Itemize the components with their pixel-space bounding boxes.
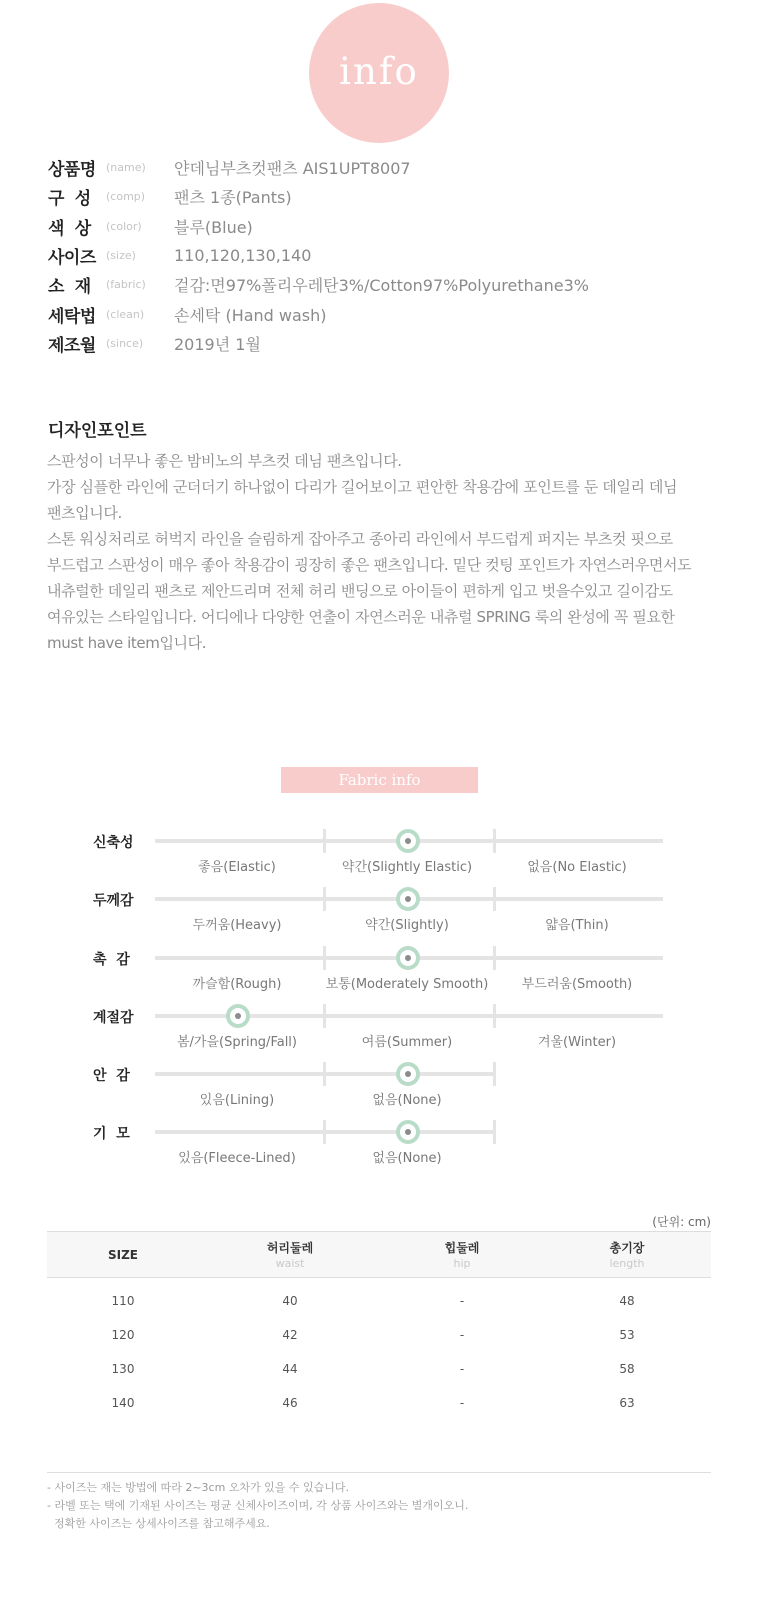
fabric-track-divider [323, 829, 326, 853]
fabric-option-label: 겨울(Winter) [537, 1035, 617, 1050]
fabric-selected-marker [396, 887, 420, 911]
header-en: length [609, 1257, 645, 1270]
table-cell: 140 [111, 1395, 135, 1410]
fabric-row-label: 촉 감 [93, 952, 130, 968]
spec-label: 제조월 [48, 335, 96, 356]
spec-value: 2019년 1월 [174, 334, 261, 354]
spec-sub-label: (color) [106, 219, 142, 233]
fabric-selected-marker [396, 1062, 420, 1086]
spec-row [48, 153, 589, 182]
fabric-option-label: 좋음(Elastic) [198, 860, 276, 875]
table-cell: 46 [282, 1395, 298, 1410]
spec-label: 소 재 [48, 277, 91, 298]
size-table-header [47, 1232, 711, 1278]
header-en: waist [275, 1257, 305, 1270]
table-cell: 42 [282, 1327, 298, 1342]
table-cell: - [459, 1327, 465, 1342]
note-line: - 라벨 또는 택에 기재된 사이즈는 평균 신체사이즈이며, 각 상품 사이즈와는 별개이오니. [47, 1499, 469, 1512]
fabric-option-label: 있음(Lining) [199, 1093, 275, 1108]
fabric-option-label: 봄/가을(Spring/Fall) [176, 1035, 297, 1050]
spec-label: 상품명 [48, 160, 96, 181]
fabric-option-label: 있음(Fleece-Lined) [178, 1151, 296, 1166]
spec-sub-label: (since) [106, 336, 144, 350]
fabric-track-divider [493, 829, 496, 853]
spec-row [48, 212, 589, 241]
fabric-row [0, 835, 780, 891]
fabric-option-label: 약간(Slightly) [365, 918, 449, 933]
fabric-info-title: Fabric info [281, 767, 478, 793]
fabric-option-label: 여름(Summer) [361, 1035, 453, 1050]
spec-row [48, 182, 589, 211]
spec-value: 팬츠 1종(Pants) [174, 188, 292, 208]
spec-sub-label: (size) [106, 249, 136, 263]
fabric-row [0, 1068, 780, 1124]
spec-label: 구 성 [48, 189, 91, 210]
table-cell: 53 [619, 1327, 635, 1342]
table-cell: 58 [619, 1361, 635, 1376]
spec-sub-label: (clean) [106, 307, 145, 321]
fabric-option-label: 약간(Slightly Elastic) [341, 860, 473, 875]
product-spec-list [48, 153, 589, 358]
fabric-track-divider [493, 1062, 496, 1086]
fabric-track-divider [323, 1004, 326, 1028]
table-cell: 130 [111, 1361, 135, 1376]
table-row [47, 1278, 711, 1318]
fabric-row [0, 952, 780, 1008]
design-point-line: 내츄럴한 데일리 팬츠로 제안드리며 전체 허리 밴딩으로 아이들이 편하게 입고 벗을수있고 길이감도 [47, 582, 673, 600]
fabric-track-divider [493, 946, 496, 970]
design-point-line: 스판성이 너무나 좋은 밤비노의 부츠컷 데님 팬츠입니다. [47, 452, 402, 470]
table-cell: 40 [282, 1293, 298, 1308]
fabric-track-divider [493, 887, 496, 911]
spec-sub-label: (fabric) [106, 278, 146, 292]
fabric-track-divider [323, 946, 326, 970]
design-point-line: 여유있는 스타일입니다. 어디에나 다양한 연출이 자연스러운 내츄럴 SPRING 룩의 완성에 꼭 필요한 [47, 608, 675, 626]
fabric-option-label: 까슬함(Rough) [192, 977, 282, 992]
table-cell: 120 [111, 1327, 135, 1342]
fabric-track-divider [323, 1120, 326, 1144]
note-line: - 사이즈는 재는 방법에 따라 2~3cm 오차가 있을 수 있습니다. [47, 1481, 350, 1494]
fabric-marker-center [405, 1071, 411, 1077]
fabric-track-divider [493, 1004, 496, 1028]
design-point-line: 가장 심플한 라인에 군더더기 하나없이 다리가 길어보이고 편안한 착용감에 포인트를 둔 데일리 데님 [47, 478, 678, 496]
spec-row [48, 270, 589, 299]
info-title: info [339, 49, 419, 93]
size-table-header-cell [381, 1232, 543, 1278]
fabric-row [0, 1010, 780, 1066]
info-badge [309, 3, 449, 143]
size-notes [47, 1472, 711, 1533]
table-cell: 44 [282, 1361, 298, 1376]
design-point-line: must have item입니다. [47, 634, 207, 652]
table-row [47, 1318, 711, 1352]
fabric-option-label: 얇음(Thin) [545, 918, 609, 933]
table-cell: - [459, 1395, 465, 1410]
spec-value: 블루(Blue) [174, 217, 253, 237]
table-row [47, 1386, 711, 1420]
table-cell: - [459, 1293, 465, 1308]
fabric-selected-marker [396, 1120, 420, 1144]
spec-label: 세탁법 [48, 306, 96, 327]
fabric-selected-marker [226, 1004, 250, 1028]
fabric-marker-center [405, 838, 411, 844]
fabric-track-divider [323, 1062, 326, 1086]
header-ko: 허리둘레 [266, 1241, 314, 1255]
fabric-row-label: 두께감 [93, 893, 134, 909]
header-ko: 힙둘레 [444, 1241, 480, 1255]
fabric-selected-marker [396, 829, 420, 853]
fabric-row-label: 기 모 [93, 1126, 130, 1142]
design-point-body [47, 448, 737, 656]
header-ko: 총기장 [609, 1241, 645, 1255]
fabric-option-label: 없음(None) [372, 1151, 442, 1166]
fabric-option-label: 보통(Moderately Smooth) [325, 977, 489, 992]
fabric-row-label: 계절감 [93, 1010, 134, 1026]
design-point-title: 디자인포인트 [48, 421, 147, 441]
fabric-marker-center [235, 1013, 241, 1019]
fabric-row-label: 안 감 [93, 1068, 130, 1084]
fabric-option-label: 부드러움(Smooth) [521, 977, 633, 992]
header-en: hip [453, 1257, 471, 1270]
spec-sub-label: (comp) [106, 190, 146, 204]
spec-label: 사이즈 [48, 248, 96, 269]
fabric-option-label: 없음(None) [372, 1093, 442, 1108]
fabric-selected-marker [396, 946, 420, 970]
spec-value: 110,120,130,140 [174, 246, 312, 266]
size-table-header-cell [543, 1232, 711, 1278]
size-table [47, 1231, 711, 1420]
design-point-line: 팬츠입니다. [47, 504, 122, 522]
size-table-header-cell [47, 1232, 199, 1278]
spec-value: 얀데님부츠컷팬츠 AIS1UPT8007 [174, 159, 411, 179]
table-cell: 63 [619, 1395, 635, 1410]
fabric-row [0, 893, 780, 949]
table-cell: - [459, 1361, 465, 1376]
table-cell: 110 [111, 1293, 135, 1308]
fabric-marker-center [405, 896, 411, 902]
fabric-marker-center [405, 1129, 411, 1135]
size-table-header-cell [199, 1232, 381, 1278]
fabric-option-label: 두꺼움(Heavy) [192, 918, 282, 933]
fabric-row-label: 신축성 [93, 835, 134, 851]
spec-row [48, 329, 589, 358]
note-line: 정확한 사이즈는 상세사이즈를 참고해주세요. [47, 1517, 270, 1530]
header-ko: SIZE [107, 1247, 138, 1262]
table-cell: 48 [619, 1293, 635, 1308]
fabric-marker-center [405, 955, 411, 961]
spec-row [48, 299, 589, 328]
design-point-line: 스톤 워싱처리로 허벅지 라인을 슬림하게 잡아주고 종아리 라인에서 부드럽게 퍼지는 부츠컷 핏으로 [47, 530, 673, 548]
fabric-track-divider [493, 1120, 496, 1144]
fabric-track-divider [323, 887, 326, 911]
table-row [47, 1352, 711, 1386]
spec-sub-label: (name) [106, 161, 146, 175]
fabric-option-label: 없음(No Elastic) [527, 860, 627, 875]
spec-label: 색 상 [48, 218, 91, 239]
spec-value: 손세탁 (Hand wash) [174, 305, 327, 325]
size-unit: (단위: cm) [652, 1215, 711, 1229]
fabric-row [0, 1126, 780, 1182]
design-point-line: 부드럽고 스판성이 매우 좋아 착용감이 굉장히 좋은 팬츠입니다. 밑단 컷팅 포인트가 자연스러우면서도 [47, 556, 692, 574]
spec-value: 겉감:면97%폴리우레탄3%/Cotton97%Polyurethane3% [174, 276, 589, 296]
spec-row [48, 241, 589, 270]
